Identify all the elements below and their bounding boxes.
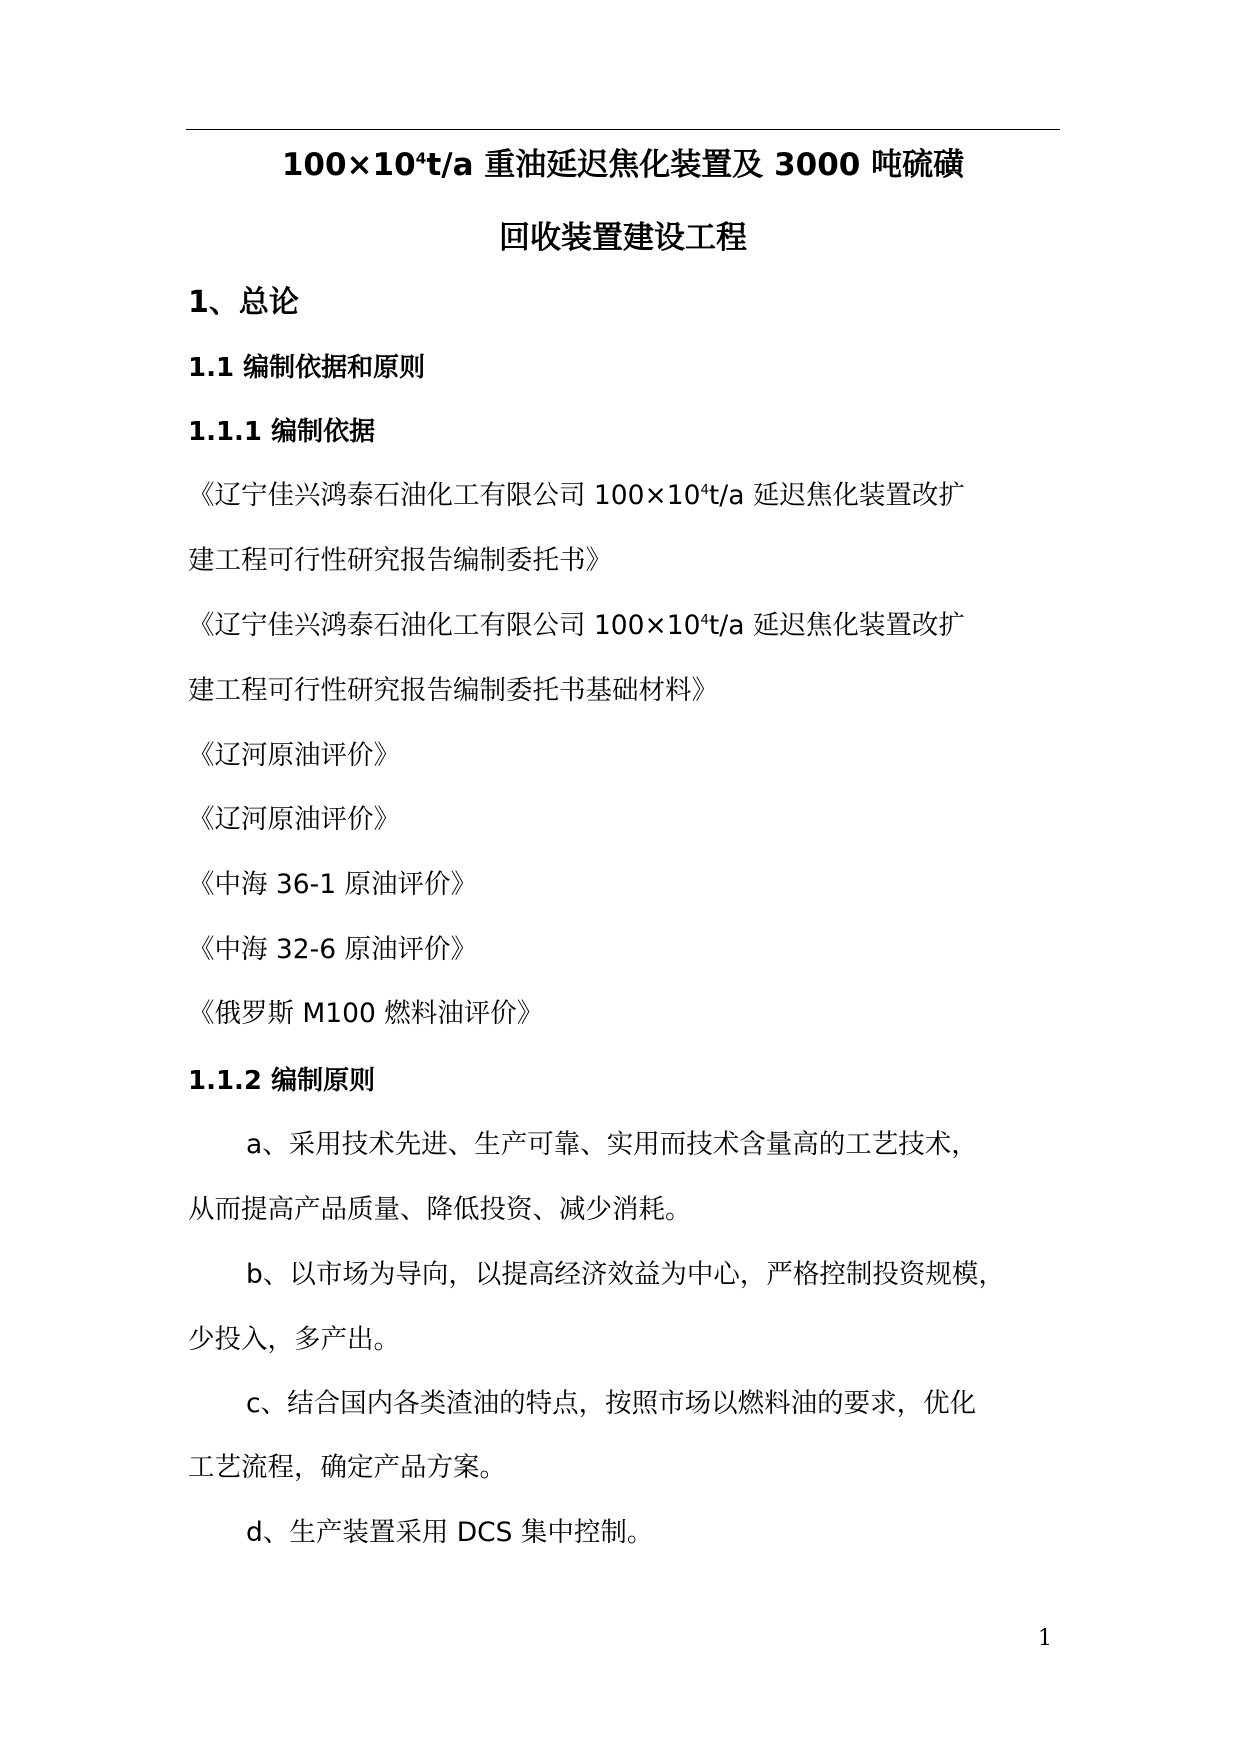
document-title-line-1 [186,145,1060,185]
title-superscript: 4 [415,149,427,168]
principle-b-line-1: b、以市场为导向，以提高经济效益为中心，严格控制投资规模， [246,1259,1005,1290]
basis-item-5: 《中海 36-1 原油评价》 [188,869,477,900]
basis-item-1-text-a: 《辽宁佳兴鸿泰石油化工有限公司 100×10 [188,480,701,511]
section-heading-1-1: 1.1 编制依据和原则 [188,353,426,383]
title-text-b: t/a 重油延迟焦化装置及 3000 吨硫磺 [426,147,965,183]
basis-item-1-superscript: 4 [700,483,709,499]
header-rule [186,129,1060,130]
basis-item-4: 《辽河原油评价》 [188,804,400,835]
basis-item-1-line-1 [188,478,1068,514]
page-number: 1 [1038,1626,1052,1651]
basis-item-1-line-2: 建工程可行性研究报告编制委托书》 [188,545,612,576]
basis-item-2-superscript: 4 [700,613,709,629]
basis-item-2-line-1 [188,608,1068,644]
basis-item-2-line-2: 建工程可行性研究报告编制委托书基础材料》 [188,675,718,706]
principle-b-line-2: 少投入，多产出。 [188,1324,400,1355]
basis-item-1-text-b: t/a 延迟焦化装置改扩 [708,480,965,511]
section-heading-1-1-2: 1.1.2 编制原则 [188,1066,376,1096]
basis-item-3: 《辽河原油评价》 [188,740,400,771]
principle-c-line-2: 工艺流程，确定产品方案。 [188,1452,506,1483]
basis-item-2-text-a: 《辽宁佳兴鸿泰石油化工有限公司 100×10 [188,610,701,641]
section-heading-1: 1、总论 [188,285,299,320]
principle-d-line-1: d、生产装置采用 DCS 集中控制。 [246,1517,654,1548]
title-text-a: 100×10 [281,147,416,183]
basis-item-6: 《中海 32-6 原油评价》 [188,934,477,965]
document-title-line-2: 回收装置建设工程 [499,220,747,256]
section-heading-1-1-1: 1.1.1 编制依据 [188,417,376,447]
principle-c-line-1: c、结合国内各类渣油的特点，按照市场以燃料油的要求，优化 [246,1388,977,1419]
basis-item-2-text-b: t/a 延迟焦化装置改扩 [708,610,965,641]
principle-a-line-2: 从而提高产品质量、降低投资、减少消耗。 [188,1194,692,1225]
basis-item-7: 《俄罗斯 M100 燃料油评价》 [188,998,544,1029]
principle-a-line-1: a、采用技术先进、生产可靠、实用而技术含量高的工艺技术， [246,1129,978,1160]
